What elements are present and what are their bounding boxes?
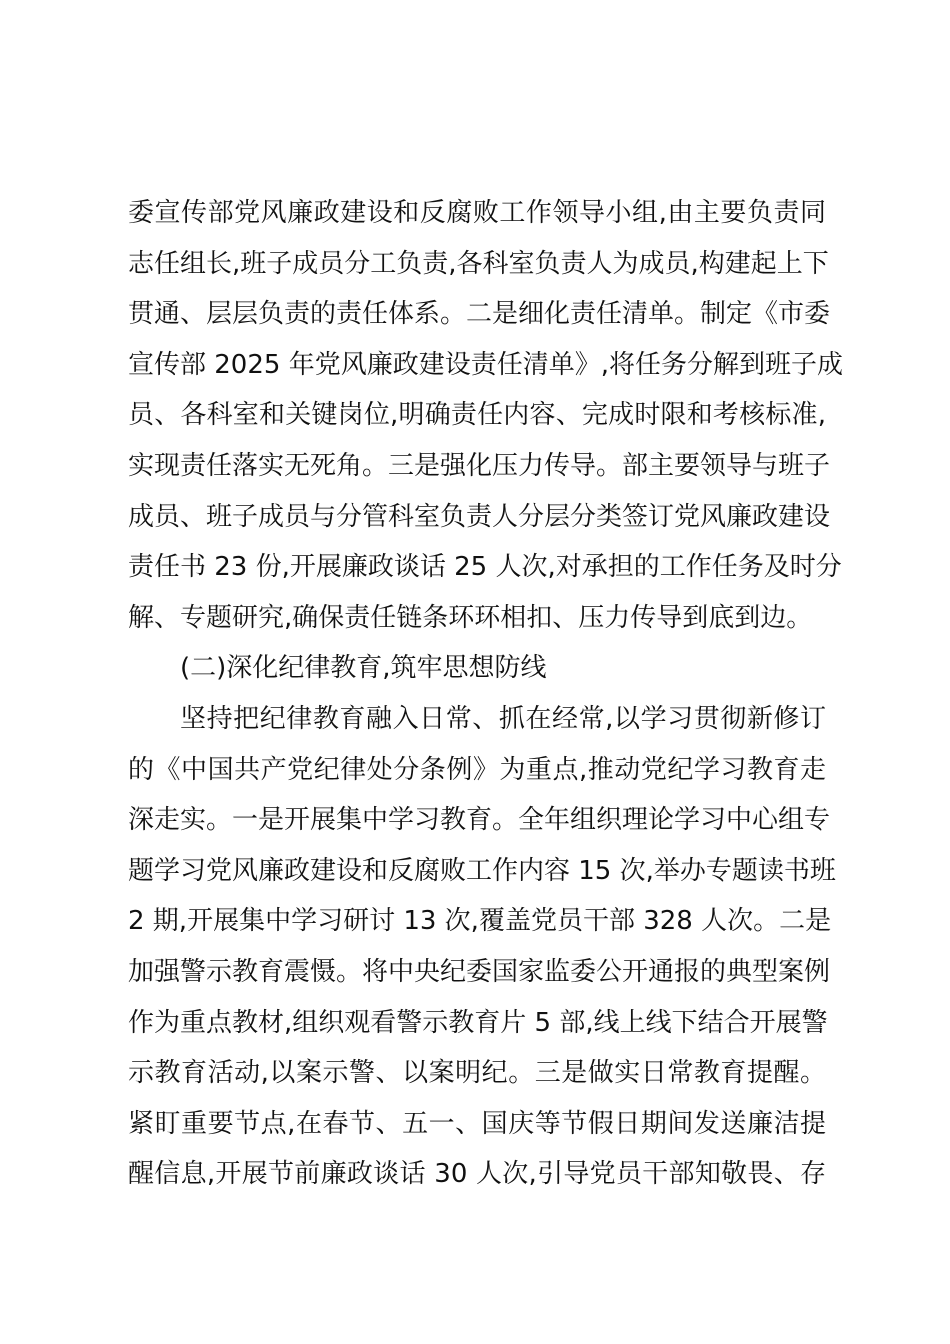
text-line: 示教育活动,以案示警、以案明纪。三是做实日常教育提醒。 <box>128 1058 826 1089</box>
text-line: 作为重点教材,组织观看警示教育片 5 部,线上线下结合开展警 <box>128 1007 828 1038</box>
paragraph-responsibility <box>128 188 843 643</box>
text-line: 宣传部 2025 年党风廉政建设责任清单》,将任务分解到班子成 <box>128 349 843 380</box>
text-line: 深走实。一是开展集中学习教育。全年组织理论学习中心组专 <box>128 805 831 836</box>
text-line: 2 期,开展集中学习研讨 13 次,覆盖党员干部 328 人次。二是 <box>128 906 832 937</box>
text-line: 责任书 23 份,开展廉政谈话 25 人次,对承担的工作任务及时分 <box>128 552 842 583</box>
text-line: 贯通、层层负责的责任体系。二是细化责任清单。制定《市委 <box>128 299 831 330</box>
text-line: 员、各科室和关键岗位,明确责任内容、完成时限和考核标准, <box>128 400 826 431</box>
text-line: 紧盯重要节点,在春节、五一、国庆等节假日期间发送廉洁提 <box>128 1108 826 1139</box>
document-page <box>128 188 843 1200</box>
text-line: 坚持把纪律教育融入日常、抓在经常,以学习贯彻新修订 <box>180 703 826 734</box>
text-line: 解、专题研究,确保责任链条环环相扣、压力传导到底到边。 <box>128 602 813 633</box>
text-line: 实现责任落实无死角。三是强化压力传导。部主要领导与班子 <box>128 450 831 481</box>
text-line: 委宣传部党风廉政建设和反腐败工作领导小组,由主要负责同 <box>128 198 826 228</box>
text-line: 题学习党风廉政建设和反腐败工作内容 15 次,举办专题读书班 <box>128 855 836 886</box>
text-line: 加强警示教育震慑。将中央纪委国家监委公开通报的典型案例 <box>128 956 831 987</box>
text-line: 成员、班子成员与分管科室负责人分层分类签订党风廉政建设 <box>128 501 831 532</box>
text-line: 醒信息,开展节前廉政谈话 30 人次,引导党员干部知敬畏、存 <box>128 1159 826 1190</box>
text-line: 志任组长,班子成员分工负责,各科室负责人为成员,构建起上下 <box>128 248 829 279</box>
paragraph-discipline-education <box>128 694 836 1200</box>
text-line: 的《中国共产党纪律处分条例》为重点,推动党纪学习教育走 <box>128 754 826 785</box>
section-heading: (二)深化纪律教育,筑牢思想防线 <box>180 653 547 684</box>
